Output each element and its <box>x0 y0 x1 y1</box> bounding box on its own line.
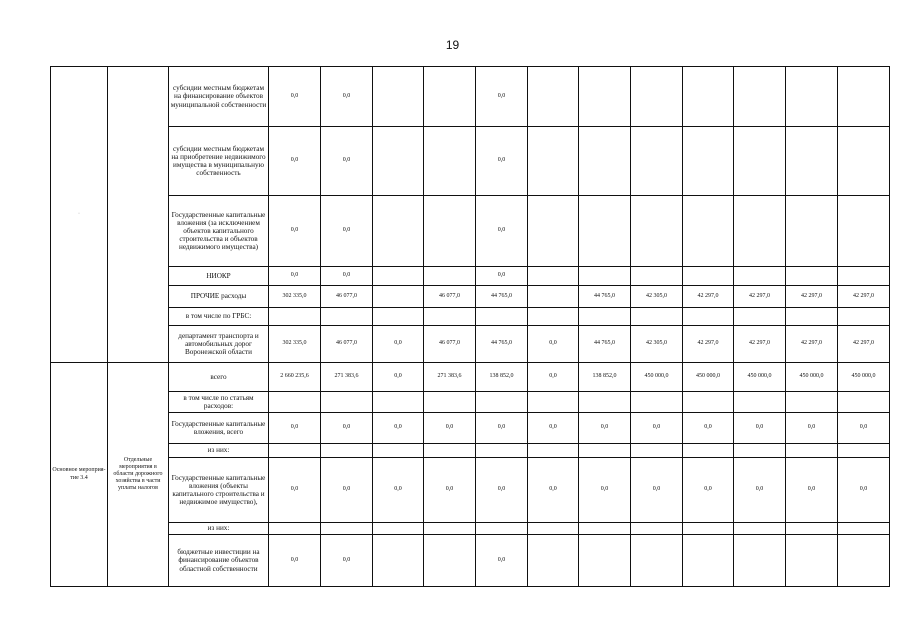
value-cell: 0,0 <box>528 458 579 523</box>
value-cell <box>838 308 890 326</box>
value-cell: 42 297,0 <box>734 286 786 308</box>
value-cell: 0,0 <box>321 458 373 523</box>
value-cell <box>476 444 528 458</box>
value-cell <box>734 444 786 458</box>
value-cell: 0,0 <box>321 413 373 444</box>
value-cell: 0,0 <box>269 196 321 267</box>
value-cell: 0,0 <box>321 67 373 127</box>
value-cell: 42 297,0 <box>683 326 734 363</box>
value-cell: 302 335,0 <box>269 326 321 363</box>
value-cell <box>528 286 579 308</box>
value-cell <box>734 196 786 267</box>
value-cell: 46 077,0 <box>321 286 373 308</box>
value-cell: 42 297,0 <box>838 286 890 308</box>
value-cell <box>683 392 734 413</box>
value-cell: 0,0 <box>476 67 528 127</box>
row-label: субсидии местным бюджетам на приобретение недвижимого имущества в муниципальную собственность <box>169 127 269 196</box>
value-cell: 46 077,0 <box>321 326 373 363</box>
value-cell: 0,0 <box>321 127 373 196</box>
table-row <box>51 67 890 127</box>
value-cell <box>838 392 890 413</box>
value-cell <box>838 444 890 458</box>
value-cell: 450 000,0 <box>683 363 734 392</box>
value-cell: 0,0 <box>631 458 683 523</box>
value-cell: 0,0 <box>269 413 321 444</box>
value-cell: 44 765,0 <box>476 326 528 363</box>
table-body-group-1 <box>51 67 890 363</box>
value-cell: 44 765,0 <box>579 286 631 308</box>
value-cell: 0,0 <box>424 413 476 444</box>
value-cell <box>838 127 890 196</box>
value-cell <box>528 444 579 458</box>
value-cell <box>424 523 476 535</box>
value-cell <box>838 67 890 127</box>
table-row <box>51 267 890 286</box>
value-cell: 0,0 <box>476 458 528 523</box>
row-label: всего <box>169 363 269 392</box>
value-cell <box>321 308 373 326</box>
value-cell <box>734 535 786 587</box>
value-cell: 0,0 <box>269 535 321 587</box>
dot-mark: · <box>78 210 80 217</box>
value-cell <box>683 127 734 196</box>
value-cell <box>476 308 528 326</box>
value-cell <box>373 127 424 196</box>
value-cell: 44 765,0 <box>579 326 631 363</box>
table-row <box>51 196 890 267</box>
value-cell: 0,0 <box>476 196 528 267</box>
value-cell <box>269 523 321 535</box>
row-label: департамент транспорта и автомобильных дорог Воронежской области <box>169 326 269 363</box>
value-cell <box>579 267 631 286</box>
value-cell <box>528 308 579 326</box>
table-row <box>51 413 890 444</box>
row-label: ПРОЧИЕ расходы <box>169 286 269 308</box>
value-cell: 0,0 <box>631 413 683 444</box>
value-cell <box>424 127 476 196</box>
value-cell: 271 383,6 <box>321 363 373 392</box>
mero-label: Основное мероприя-тие 3.4 <box>51 363 108 587</box>
value-cell <box>373 392 424 413</box>
value-cell <box>631 127 683 196</box>
value-cell <box>734 523 786 535</box>
row-label: бюджетные инвестиции на финансирование объектов областной собственности <box>169 535 269 587</box>
value-cell <box>631 444 683 458</box>
value-cell <box>579 127 631 196</box>
value-cell: 2 660 235,6 <box>269 363 321 392</box>
value-cell: 138 852,0 <box>579 363 631 392</box>
value-cell: 0,0 <box>373 363 424 392</box>
value-cell <box>269 444 321 458</box>
value-cell: 0,0 <box>269 127 321 196</box>
value-cell <box>269 392 321 413</box>
value-cell <box>373 535 424 587</box>
value-cell: 138 852,0 <box>476 363 528 392</box>
value-cell <box>838 196 890 267</box>
value-cell: 42 297,0 <box>786 286 838 308</box>
value-cell: 0,0 <box>424 458 476 523</box>
value-cell <box>373 444 424 458</box>
value-cell: 42 297,0 <box>683 286 734 308</box>
value-cell: 450 000,0 <box>838 363 890 392</box>
value-cell <box>734 392 786 413</box>
value-cell: 0,0 <box>528 363 579 392</box>
value-cell: 46 077,0 <box>424 286 476 308</box>
value-cell: 0,0 <box>476 413 528 444</box>
value-cell <box>424 308 476 326</box>
value-cell <box>579 523 631 535</box>
value-cell: 0,0 <box>373 458 424 523</box>
table-row <box>51 326 890 363</box>
value-cell <box>786 196 838 267</box>
value-cell: 0,0 <box>321 196 373 267</box>
value-cell: 0,0 <box>476 535 528 587</box>
value-cell: 46 077,0 <box>424 326 476 363</box>
value-cell <box>476 523 528 535</box>
value-cell <box>528 196 579 267</box>
value-cell <box>373 308 424 326</box>
value-cell: 0,0 <box>528 413 579 444</box>
budget-table <box>50 66 890 587</box>
value-cell <box>321 523 373 535</box>
table-row <box>51 392 890 413</box>
value-cell <box>786 308 838 326</box>
value-cell: 0,0 <box>786 458 838 523</box>
value-cell <box>476 392 528 413</box>
table-row <box>51 363 890 392</box>
value-cell: 42 297,0 <box>734 326 786 363</box>
value-cell <box>631 392 683 413</box>
value-cell <box>321 392 373 413</box>
row-label: Государственные капитальные вложения (объекты капитального строительства и недвижимое имущество), <box>169 458 269 523</box>
value-cell <box>373 523 424 535</box>
mero-cell-empty <box>51 67 108 363</box>
value-cell <box>683 267 734 286</box>
table-row <box>51 523 890 535</box>
value-cell <box>321 444 373 458</box>
value-cell: 42 297,0 <box>838 326 890 363</box>
row-label: из них: <box>169 444 269 458</box>
value-cell: 0,0 <box>734 458 786 523</box>
value-cell: 0,0 <box>838 413 890 444</box>
value-cell: 450 000,0 <box>734 363 786 392</box>
value-cell <box>838 523 890 535</box>
value-cell <box>424 535 476 587</box>
value-cell <box>734 127 786 196</box>
table-row <box>51 444 890 458</box>
value-cell <box>528 67 579 127</box>
value-cell: 0,0 <box>579 413 631 444</box>
value-cell <box>424 67 476 127</box>
value-cell: 42 297,0 <box>786 326 838 363</box>
row-label: субсидии местным бюджетам на финансирование объектов муниципальной собственности <box>169 67 269 127</box>
value-cell <box>579 67 631 127</box>
table-row <box>51 127 890 196</box>
value-cell <box>683 535 734 587</box>
value-cell <box>786 267 838 286</box>
value-cell: 450 000,0 <box>631 363 683 392</box>
value-cell <box>579 392 631 413</box>
value-cell <box>786 535 838 587</box>
value-cell: 0,0 <box>683 413 734 444</box>
value-cell: 0,0 <box>528 326 579 363</box>
value-cell: 0,0 <box>373 326 424 363</box>
table-row <box>51 308 890 326</box>
value-cell: 0,0 <box>269 458 321 523</box>
value-cell <box>631 67 683 127</box>
value-cell: 44 765,0 <box>476 286 528 308</box>
value-cell <box>424 392 476 413</box>
value-cell <box>579 535 631 587</box>
value-cell <box>373 196 424 267</box>
value-cell <box>269 308 321 326</box>
value-cell <box>528 523 579 535</box>
value-cell: 0,0 <box>476 127 528 196</box>
value-cell: 302 335,0 <box>269 286 321 308</box>
value-cell <box>373 267 424 286</box>
value-cell <box>786 444 838 458</box>
value-cell <box>734 308 786 326</box>
value-cell <box>528 392 579 413</box>
table-row <box>51 286 890 308</box>
value-cell <box>786 67 838 127</box>
value-cell: 450 000,0 <box>786 363 838 392</box>
value-cell <box>424 267 476 286</box>
value-cell: 0,0 <box>734 413 786 444</box>
value-cell <box>786 127 838 196</box>
name-cell-empty <box>108 67 169 363</box>
value-cell: 0,0 <box>579 458 631 523</box>
value-cell: 42 305,0 <box>631 286 683 308</box>
row-label: НИОКР <box>169 267 269 286</box>
value-cell <box>683 196 734 267</box>
value-cell <box>683 67 734 127</box>
value-cell <box>683 444 734 458</box>
row-label: Государственные капитальные вложения (за исключением объектов капитального строительства и объектов недвижимого имущества) <box>169 196 269 267</box>
value-cell <box>528 535 579 587</box>
value-cell <box>683 308 734 326</box>
value-cell <box>631 523 683 535</box>
table-body-group-2 <box>51 363 890 587</box>
value-cell <box>786 392 838 413</box>
value-cell <box>683 523 734 535</box>
value-cell <box>838 535 890 587</box>
value-cell <box>631 267 683 286</box>
value-cell: 0,0 <box>321 535 373 587</box>
value-cell <box>631 196 683 267</box>
value-cell <box>424 196 476 267</box>
value-cell: 0,0 <box>476 267 528 286</box>
row-label: в том числе по ГРБС: <box>169 308 269 326</box>
value-cell: 0,0 <box>373 413 424 444</box>
row-label: в том числе по статьям расходов: <box>169 392 269 413</box>
row-label: Государственные капитальные вложения, всего <box>169 413 269 444</box>
value-cell: 42 305,0 <box>631 326 683 363</box>
value-cell <box>734 67 786 127</box>
value-cell <box>424 444 476 458</box>
value-cell <box>631 308 683 326</box>
value-cell: 0,0 <box>786 413 838 444</box>
table-row <box>51 535 890 587</box>
value-cell <box>579 196 631 267</box>
value-cell <box>579 308 631 326</box>
value-cell <box>631 535 683 587</box>
value-cell: 0,0 <box>838 458 890 523</box>
row-label: из них: <box>169 523 269 535</box>
value-cell <box>528 267 579 286</box>
value-cell: 0,0 <box>321 267 373 286</box>
page-number: 19 <box>445 38 460 52</box>
value-cell <box>373 286 424 308</box>
table-row <box>51 458 890 523</box>
value-cell: 0,0 <box>683 458 734 523</box>
value-cell: 271 383,6 <box>424 363 476 392</box>
value-cell <box>838 267 890 286</box>
value-cell <box>579 444 631 458</box>
value-cell <box>528 127 579 196</box>
value-cell <box>373 67 424 127</box>
measure-name: Отдельные мероприятия в области дорожного хозяйства в части уплаты налогов <box>108 363 169 587</box>
value-cell <box>786 523 838 535</box>
value-cell <box>734 267 786 286</box>
value-cell: 0,0 <box>269 267 321 286</box>
value-cell: 0,0 <box>269 67 321 127</box>
